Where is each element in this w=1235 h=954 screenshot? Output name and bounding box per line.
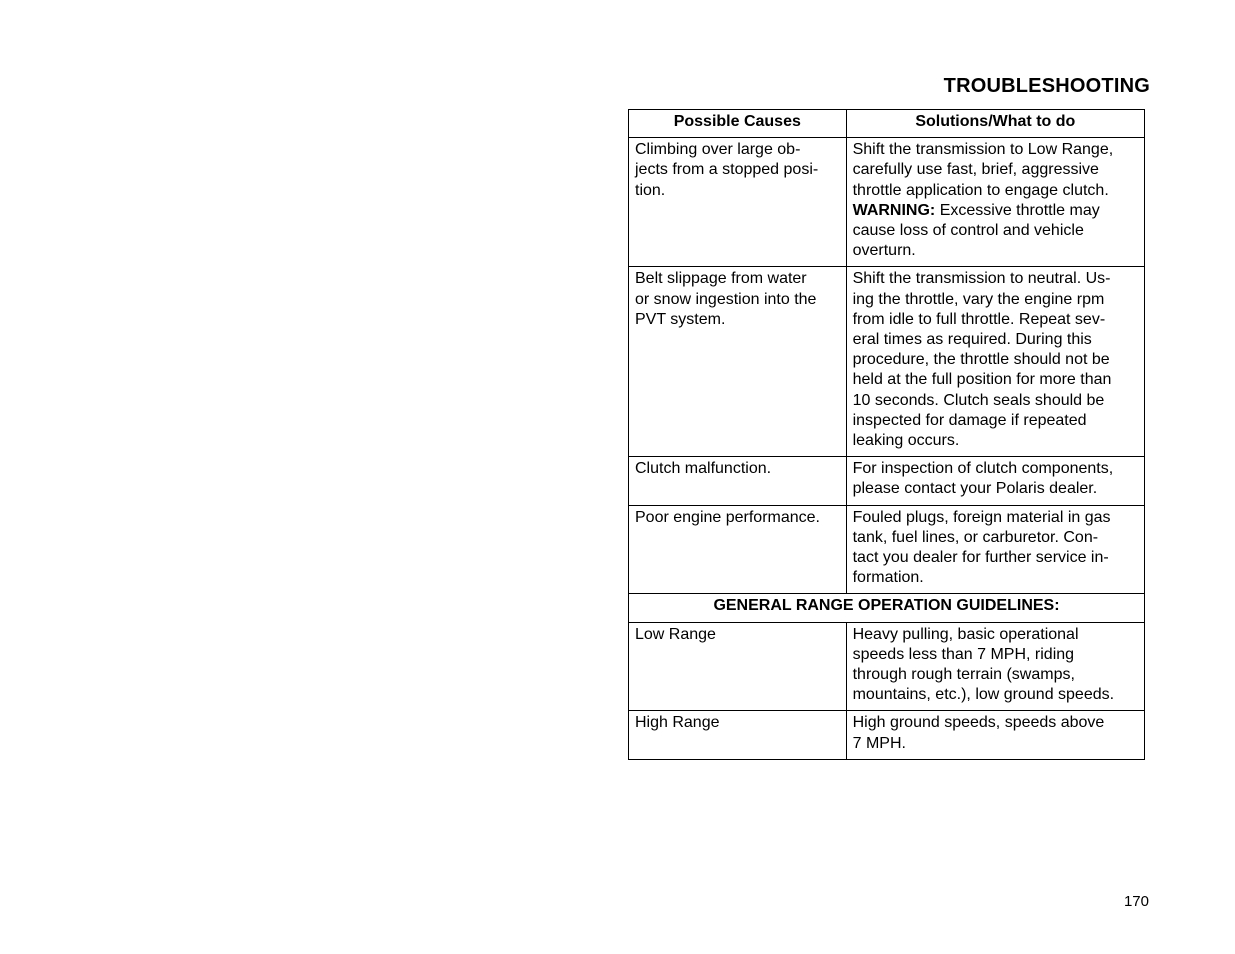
table-row [629,505,1145,594]
warning-label: WARNING: [852,201,936,219]
cause-cell: Belt slippage from water or snow ingestion into the PVT system. [629,267,847,457]
solution-text: Shift the transmission to Low Range, carefully use fast, brief, aggressive throttle application to engage clutch. [852,141,1114,199]
table-row [629,267,1145,457]
section-title: TROUBLESHOOTING [943,75,1150,97]
header-solutions: Solutions/What to do [846,110,1144,138]
solution-cell: For inspection of clutch components, please contact your Polaris dealer. [846,457,1144,505]
range-cell: High Range [629,711,847,759]
guidelines-heading: GENERAL RANGE OPERATION GUIDELINES: [629,594,1145,622]
table-row [629,711,1145,759]
range-cell: Low Range [629,622,847,711]
solution-cell: Shift the transmission to neutral. Us- ing the throttle, vary the engine rpm from idle to full throttle. Repeat sev- eral times as required. During this procedure, the throttle should not be held at the full position for more than 10 seconds. Clutch seals should be inspected for damage if repeated leaking occurs. [846,267,1144,457]
cause-cell: Poor engine performance. [629,505,847,594]
header-possible-causes: Possible Causes [629,110,847,138]
solution-cell: Fouled plugs, foreign material in gas tank, fuel lines, or carburetor. Con- tact you dealer for further service in- formation. [846,505,1144,594]
cause-cell: Climbing over large ob- jects from a stopped posi- tion. [629,138,847,267]
guidelines-heading-row [629,594,1145,622]
table-row [629,138,1145,267]
troubleshooting-table [628,109,1145,760]
solution-cell [846,138,1144,267]
table-row [629,622,1145,711]
page-number: 170 [1123,893,1149,910]
range-description-cell: High ground speeds, speeds above 7 MPH. [846,711,1144,759]
range-description-cell: Heavy pulling, basic operational speeds less than 7 MPH, riding through rough terrain (swamps, mountains, etc.), low ground speeds. [846,622,1144,711]
table-row [629,457,1145,505]
warning-text: Excessive throttle may cause loss of control and vehicle overturn. [852,201,1100,260]
cause-cell: Clutch malfunction. [629,457,847,505]
table-header-row [629,110,1145,138]
